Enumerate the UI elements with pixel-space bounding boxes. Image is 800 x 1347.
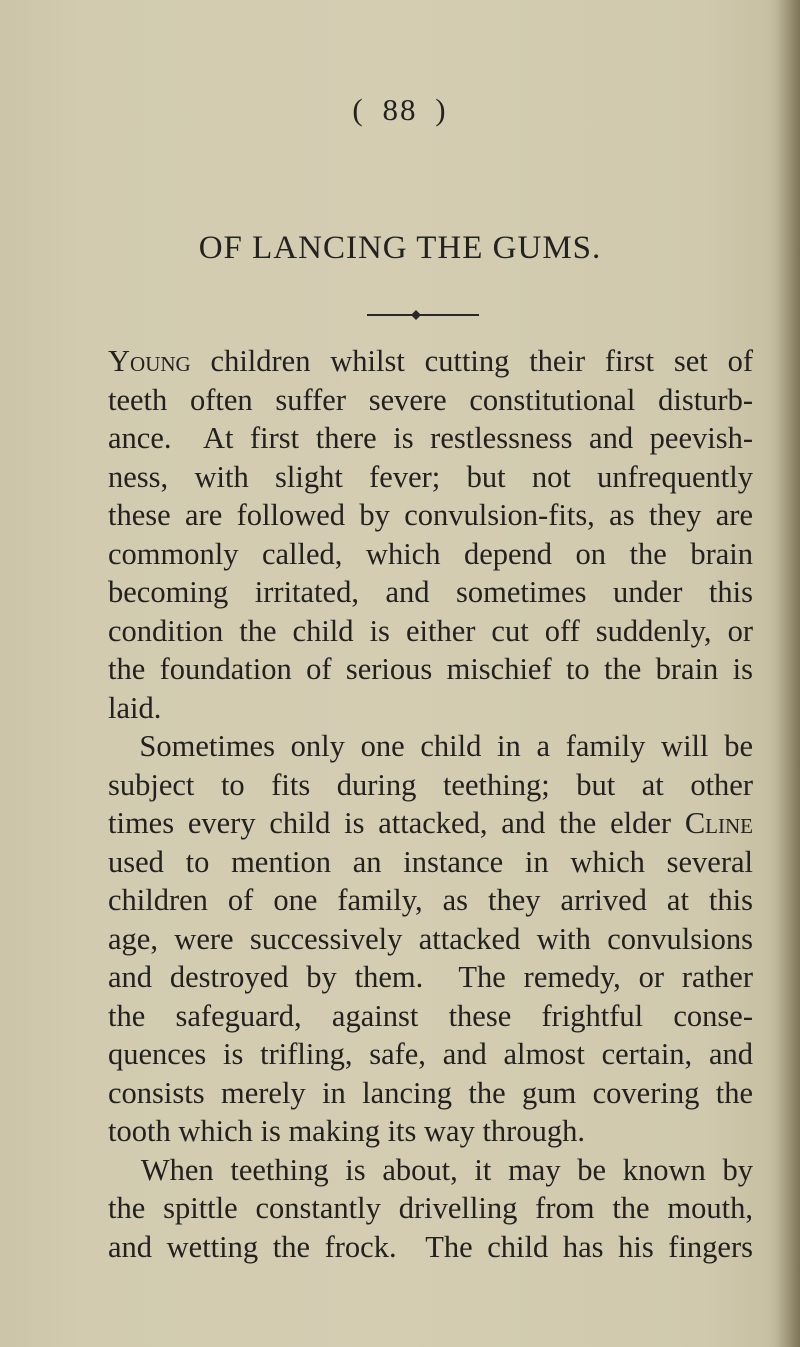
text-line: the spittle constantly drivelling from the mouth, [108, 1191, 753, 1225]
text-line: quences is trifling, safe, and almost certain, and [108, 1037, 753, 1071]
line-text: children whilst cutting their first set of [190, 344, 753, 378]
drop-word: Young [108, 344, 191, 378]
text-line: subject to fits during teething; but at other [108, 767, 753, 802]
chapter-title: OF LANCING THE GUMS. [198, 230, 602, 266]
text-line: and wetting the frock. The child has his fingers [108, 1229, 753, 1264]
line-text: times every child is attacked, and the elder [108, 806, 685, 840]
name-cline: Cline [684, 806, 753, 840]
text-line: used to mention an instance in which several [108, 844, 753, 879]
text-line: laid. [108, 690, 162, 725]
text-line: becoming irritated, and sometimes under this [108, 575, 753, 609]
text-line: children of one family, as they arrived at this [108, 883, 753, 917]
text-line: Sometimes only one child in a family will be [108, 729, 753, 763]
body-text [108, 342, 753, 1266]
page-number: ( 88 ) [352, 92, 448, 127]
text-line: the safeguard, against these frightful conse- [108, 998, 753, 1033]
text-line: these are followed by convulsion-fits, as they are [108, 498, 753, 532]
text-line: teeth often suffer severe constitutional disturb- [108, 382, 753, 417]
text-line [108, 342, 753, 381]
text-line: ance. At first there is restlessness and peevish- [108, 421, 753, 455]
text-line: ness, with slight fever; but not unfrequently [108, 459, 753, 494]
text-line: age, were successively attacked with convulsions [108, 921, 753, 956]
text-line: the foundation of serious mischief to the brain is [108, 652, 753, 686]
text-line [108, 804, 753, 843]
text-line: commonly called, which depend on the brain [108, 536, 753, 571]
text-line: condition the child is either cut off suddenly, or [108, 613, 753, 648]
text-line: consists merely in lancing the gum covering the [108, 1075, 753, 1110]
text-line: tooth which is making its way through. [108, 1114, 585, 1148]
text-line: When teething is about, it may be known by [108, 1152, 753, 1187]
title-ornament [367, 309, 479, 321]
text-line: and destroyed by them. The remedy, or rather [108, 960, 753, 994]
page-edge-shadow [776, 0, 800, 1347]
